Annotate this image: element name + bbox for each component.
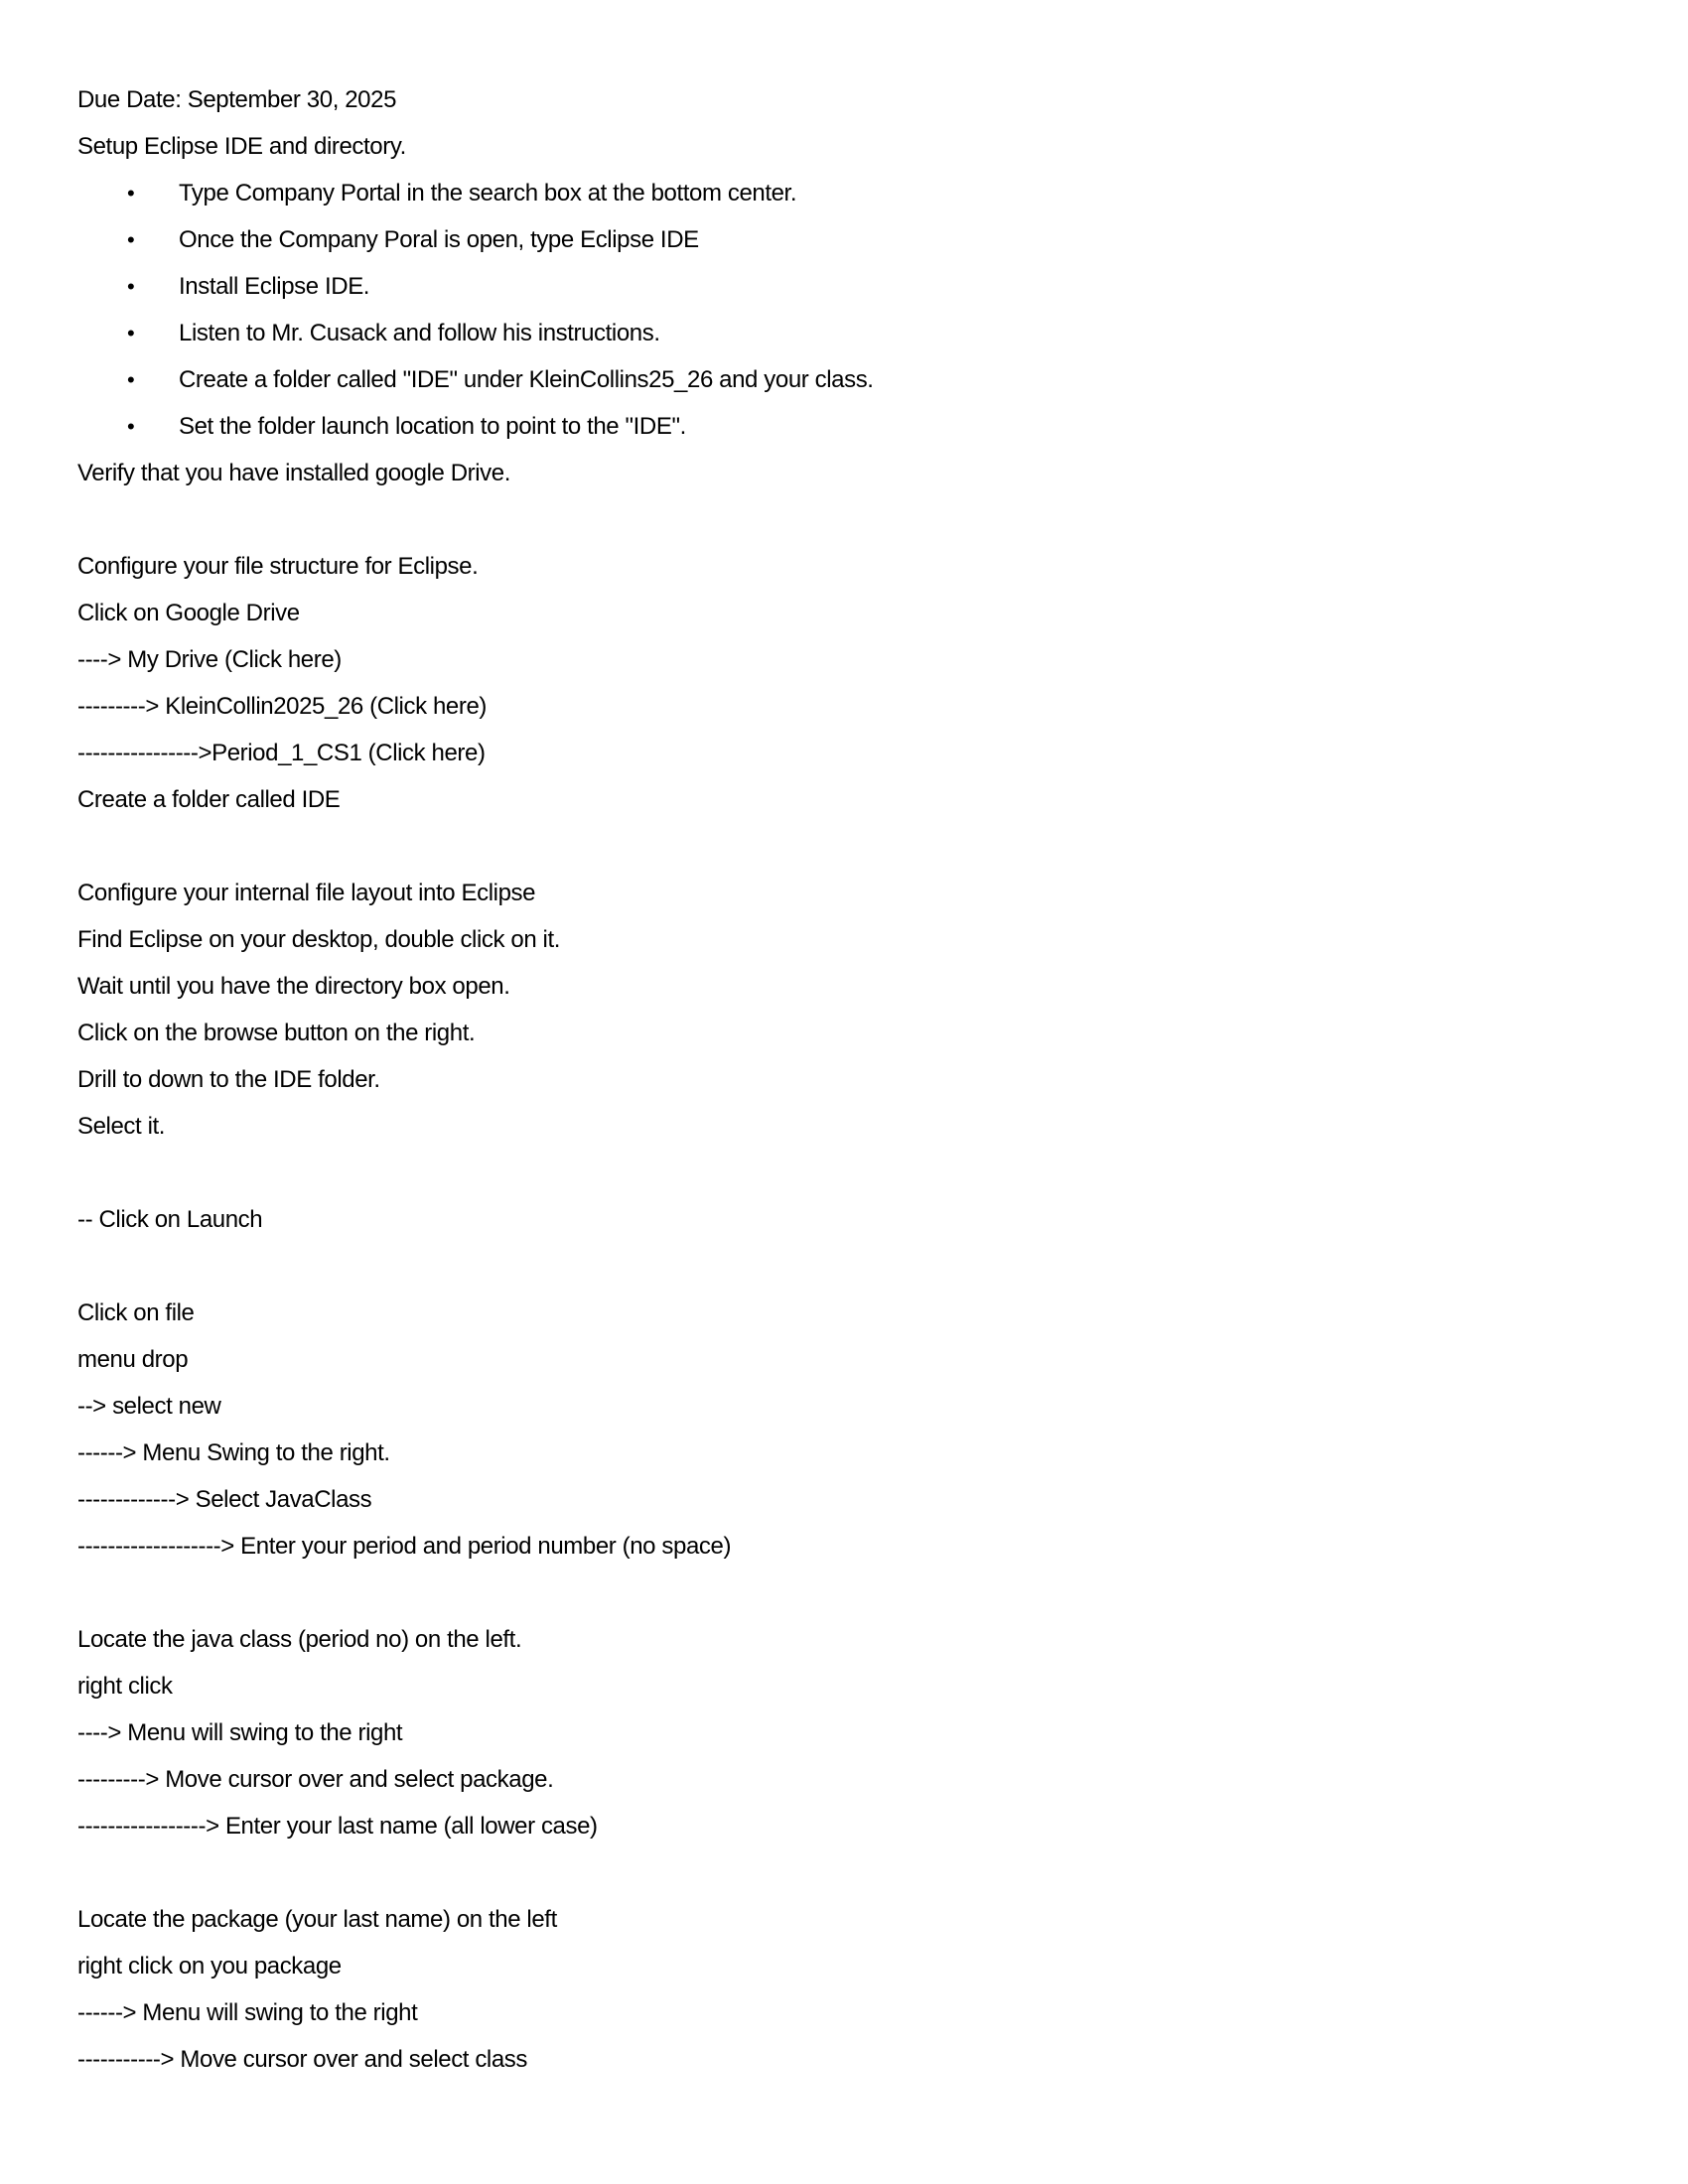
line-text: Locate the package (your last name) on the left <box>77 1906 557 1933</box>
line-text: Configure your internal file layout into Eclipse <box>77 880 536 906</box>
line-text: -------------------> Enter your period and period number (no space) <box>77 1533 732 1560</box>
paragraph-line <box>77 1383 1628 1430</box>
line-text: Create a folder called IDE <box>77 786 341 813</box>
blank-line <box>77 1849 1628 1896</box>
line-text: Verify that you have installed google Drive. <box>77 460 510 486</box>
line-text: Due Date: September 30, 2025 <box>77 86 397 113</box>
bullet-marker: • <box>127 227 135 252</box>
paragraph-line <box>77 870 1628 916</box>
bullet-item <box>77 310 1628 356</box>
paragraph-line <box>77 730 1628 776</box>
paragraph-line <box>77 1616 1628 1663</box>
bullet-marker: • <box>127 321 135 345</box>
line-text: Click on file <box>77 1299 195 1326</box>
line-text: --> select new <box>77 1393 221 1420</box>
paragraph-line <box>77 1336 1628 1383</box>
bullet-marker: • <box>127 414 135 439</box>
bullet-item <box>77 170 1628 216</box>
line-text: ------> Menu will swing to the right <box>77 1999 418 2026</box>
bullet-item <box>77 403 1628 450</box>
line-text: ----> My Drive (Click here) <box>77 646 342 673</box>
line-text: ---------------->Period_1_CS1 (Click here) <box>77 740 486 766</box>
line-text: Set the folder launch location to point to the "IDE". <box>179 413 686 440</box>
line-text: ---------> KleinCollin2025_26 (Click here) <box>77 693 487 720</box>
blank-line <box>77 823 1628 870</box>
paragraph-line <box>77 1523 1628 1570</box>
paragraph-line <box>77 1430 1628 1476</box>
line-text: Select it. <box>77 1113 166 1140</box>
paragraph-line <box>77 1476 1628 1523</box>
line-text: -----------> Move cursor over and select class <box>77 2046 528 2073</box>
paragraph-line <box>77 1989 1628 2036</box>
line-text: Locate the java class (period no) on the left. <box>77 1626 522 1653</box>
bullet-marker: • <box>127 367 135 392</box>
line-text: ------> Menu Swing to the right. <box>77 1439 390 1466</box>
line-text: -------------> Select JavaClass <box>77 1486 372 1513</box>
line-text: Drill to down to the IDE folder. <box>77 1066 380 1093</box>
line-text: Create a folder called "IDE" under KleinCollins25_26 and your class. <box>179 366 874 393</box>
line-text: Configure your file structure for Eclipse. <box>77 553 479 580</box>
line-text: Click on Google Drive <box>77 600 300 626</box>
paragraph-line <box>77 1896 1628 1943</box>
paragraph-line <box>77 1010 1628 1056</box>
line-text: -- Click on Launch <box>77 1206 263 1233</box>
bullet-item <box>77 216 1628 263</box>
paragraph-line <box>77 1803 1628 1849</box>
line-text: Click on the browse button on the right. <box>77 1020 476 1046</box>
line-text: Install Eclipse IDE. <box>179 273 370 300</box>
line-text: -----------------> Enter your last name (all lower case) <box>77 1813 598 1840</box>
line-text: Type Company Portal in the search box at the bottom center. <box>179 180 797 206</box>
line-text: Once the Company Poral is open, type Eclipse IDE <box>179 226 699 253</box>
paragraph-line <box>77 590 1628 636</box>
paragraph-line <box>77 123 1628 170</box>
paragraph-line <box>77 1103 1628 1150</box>
paragraph-line <box>77 776 1628 823</box>
bullet-item <box>77 356 1628 403</box>
line-text: right click <box>77 1673 173 1700</box>
paragraph-line <box>77 1056 1628 1103</box>
line-text: ---------> Move cursor over and select package. <box>77 1766 554 1793</box>
paragraph-line <box>77 1756 1628 1803</box>
paragraph-line <box>77 1290 1628 1336</box>
bullet-marker: • <box>127 181 135 205</box>
line-text: Listen to Mr. Cusack and follow his instructions. <box>179 320 660 346</box>
paragraph-line <box>77 1709 1628 1756</box>
paragraph-line <box>77 683 1628 730</box>
line-text: menu drop <box>77 1346 189 1373</box>
line-text: right click on you package <box>77 1953 342 1979</box>
paragraph-line <box>77 636 1628 683</box>
paragraph-line <box>77 1943 1628 1989</box>
paragraph-line <box>77 2036 1628 2083</box>
blank-line <box>77 1243 1628 1290</box>
paragraph-line <box>77 963 1628 1010</box>
paragraph-line <box>77 916 1628 963</box>
paragraph-line <box>77 450 1628 496</box>
blank-line <box>77 1150 1628 1196</box>
bullet-marker: • <box>127 274 135 299</box>
blank-line <box>77 1570 1628 1616</box>
line-text: Setup Eclipse IDE and directory. <box>77 133 406 160</box>
paragraph-line <box>77 1663 1628 1709</box>
paragraph-line <box>77 1196 1628 1243</box>
paragraph-line <box>77 543 1628 590</box>
bullet-item <box>77 263 1628 310</box>
line-text: Wait until you have the directory box open. <box>77 973 510 1000</box>
blank-line <box>77 496 1628 543</box>
line-text: Find Eclipse on your desktop, double click on it. <box>77 926 561 953</box>
line-text: ----> Menu will swing to the right <box>77 1719 403 1746</box>
paragraph-line <box>77 76 1628 123</box>
